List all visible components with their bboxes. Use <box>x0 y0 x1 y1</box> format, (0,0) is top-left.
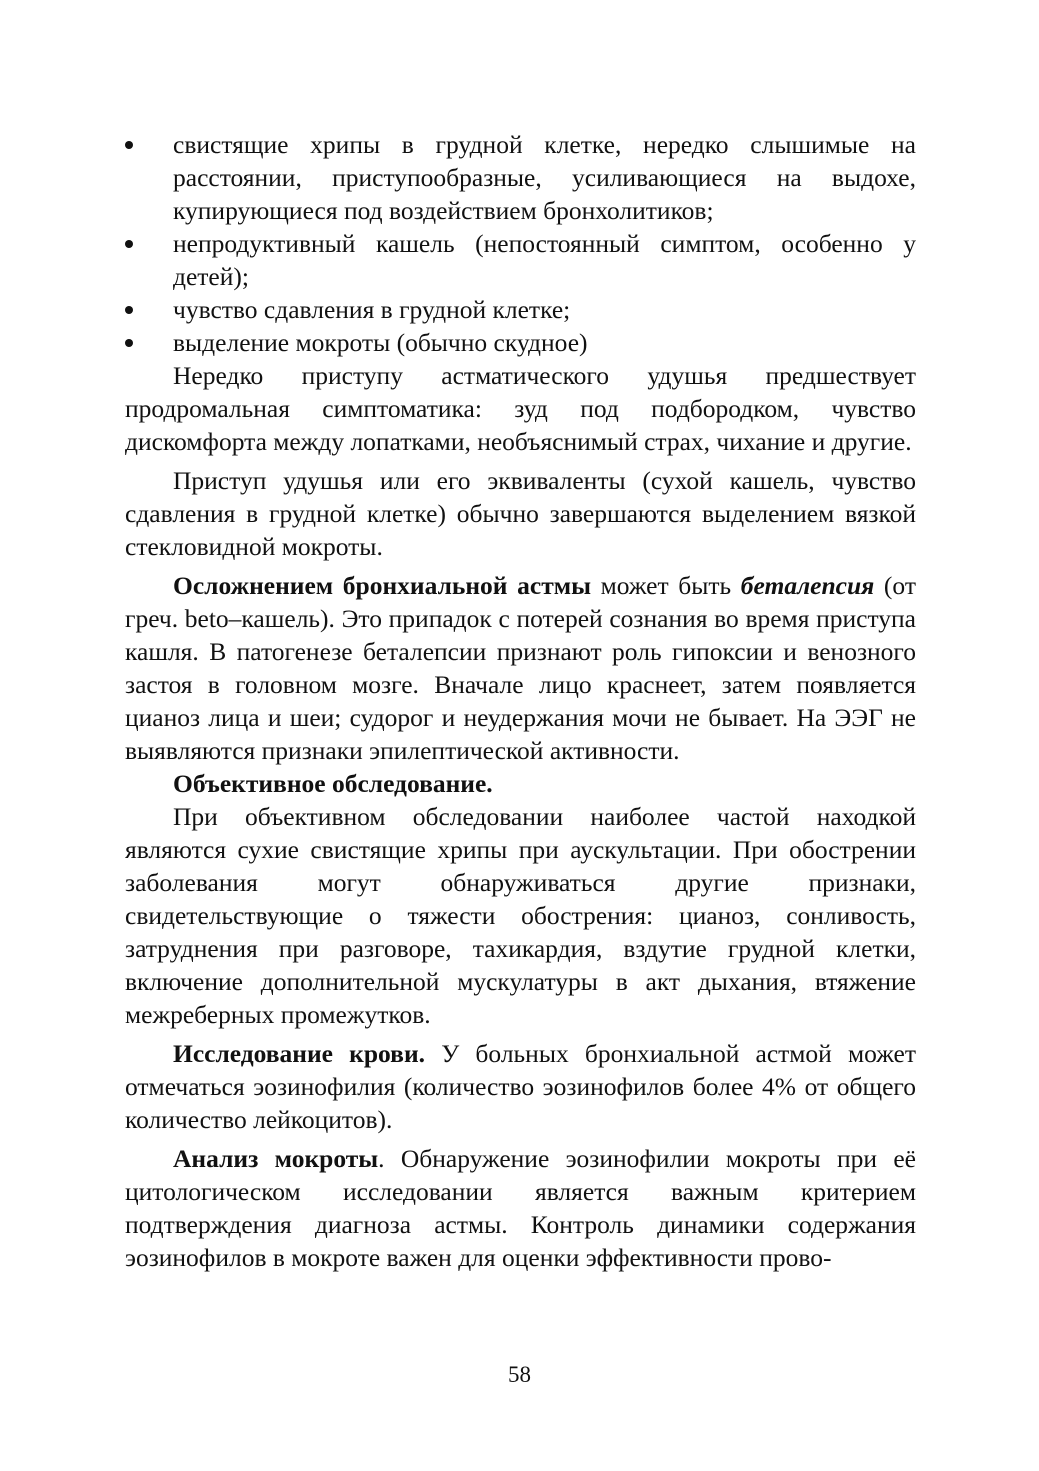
term-blood-test: Исследование крови. <box>173 1039 426 1068</box>
symptom-list <box>125 128 916 359</box>
heading-objective-exam: Объективное обследование. <box>173 769 493 798</box>
bullet-icon <box>125 141 133 149</box>
list-item <box>125 227 916 293</box>
list-item-text: непродуктивный кашель (непостоянный симптом, особенно у детей); <box>173 229 916 291</box>
paragraph-text: может быть <box>591 571 741 600</box>
term-betalepsy: беталепсия <box>740 571 875 600</box>
paragraph-text: (от греч. beto–кашель). Это припадок с потерей сознания во время приступа кашля. В патогенезе беталепсии признают роль гипоксии и венозного застоя в головном мозге. Вначале лицо краснеет, затем появляется цианоз лица и шеи; судорог и неудержания мочи не бывает. На ЭЭГ не выявляются признаки эпилептической активности. <box>125 571 916 765</box>
paragraph-blood <box>125 1037 916 1136</box>
list-item-text: чувство сдавления в грудной клетке; <box>173 295 571 324</box>
list-item-text: свистящие хрипы в грудной клетке, нередко слышимые на расстоянии, приступообразные, усиливающиеся на выдохе, купирующиеся под воздействием бронхолитиков; <box>173 130 916 225</box>
bullet-icon <box>125 306 133 314</box>
paragraph-sputum <box>125 1142 916 1274</box>
term-sputum-analysis: Анализ мокроты <box>173 1144 379 1173</box>
bullet-icon <box>125 240 133 248</box>
list-item <box>125 128 916 227</box>
list-item-text: выделение мокроты (обычно скудное) <box>173 328 588 357</box>
page-number: 58 <box>508 1362 531 1387</box>
list-item <box>125 293 916 326</box>
paragraph-text: . Обнаружение эозинофилии мокроты при её цитологическом исследовании является важным критерием подтверждения диагноза астмы. Контроль динамики содержания эозинофилов в мокроте важен для оценки эффективности прово- <box>125 1144 916 1272</box>
list-item <box>125 326 916 359</box>
paragraph-complication <box>125 569 916 767</box>
paragraph-prodrome: Нередко приступу астматического удушья предшествует продромальная симптоматика: зуд под подбородком, чувство дискомфорта между лопатками, необъяснимый страх, чихание и другие. <box>125 361 916 456</box>
paragraph-attack: Приступ удушья или его эквиваленты (сухой кашель, чувство сдавления в грудной клетке) обычно завершаются выделением вязкой стекловидной мокроты. <box>125 466 916 561</box>
term-complication: Осложнением бронхиальной астмы <box>173 571 591 600</box>
section-heading <box>125 767 916 800</box>
page-content <box>125 128 916 1274</box>
bullet-icon <box>125 339 133 347</box>
paragraph-text: У больных бронхиальной астмой может отмечаться эозинофилия (количество эозинофилов более 4% от общего количество лейкоцитов). <box>125 1039 917 1134</box>
paragraph-objective: При объективном обследовании наиболее частой находкой являются сухие свистящие хрипы при аускультации. При обострении заболевания могут обнаруживаться другие признаки, свидетельствующие о тяжести обострения: цианоз, сонливость, затруднения при разговоре, тахикардия, вздутие грудной клетки, включение дополнительной мускулатуры в акт дыхания, втяжение межреберных промежутков. <box>125 802 916 1029</box>
